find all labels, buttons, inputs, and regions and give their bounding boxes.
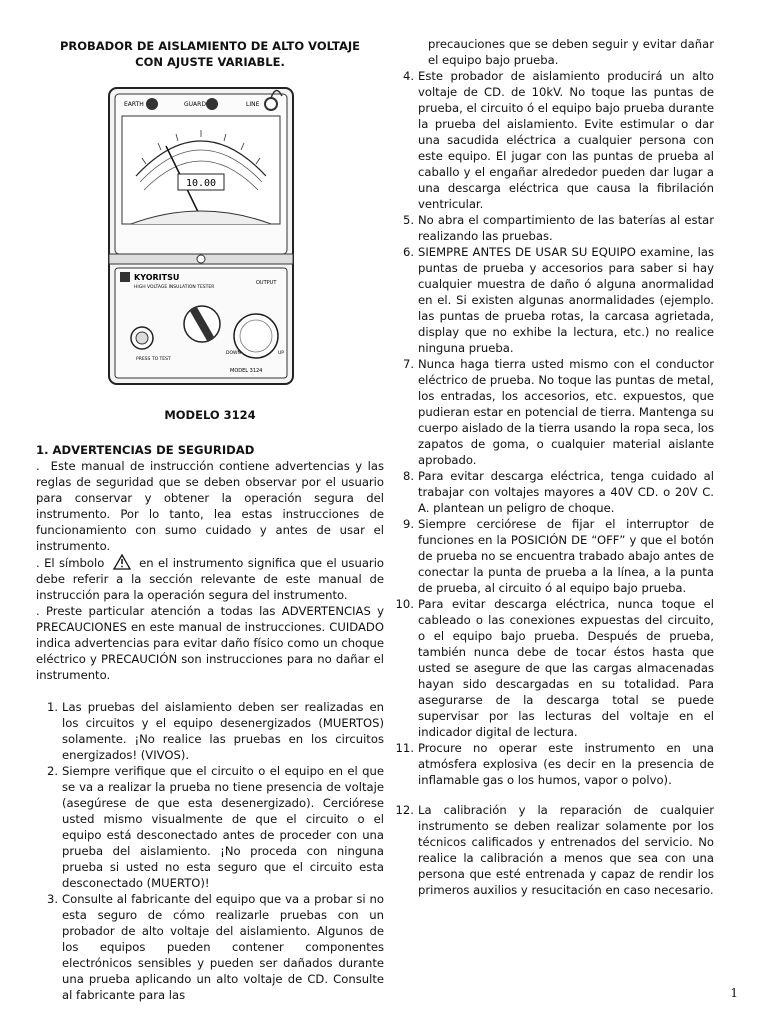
left-column xyxy=(36,38,384,1003)
line-terminal[interactable] xyxy=(265,98,277,110)
item-number: 12. xyxy=(395,803,414,817)
device-model-label: MODEL 3124 xyxy=(230,368,263,374)
item-text: Siempre verifique que el circuito o el equipo en el que se va a realizar la prueba no tiene presencia de voltaje (asegúrese de que esta desenergizado). Cerciórese usted mismo visualmente de que el circuito o el equipo está desconectado antes de proceder con una prueba del aislamiento. ¡No proceda con ninguna prueba si usted no esta seguro que el circuito esta desconectado (MUERTO)! xyxy=(62,764,384,890)
list-item xyxy=(392,244,714,356)
page-number: 1 xyxy=(730,986,738,1000)
attention-paragraph: . Preste particular atención a todas las ADVERTENCIAS y PRECAUCIONES en este manual de instrucciones. CUIDADO indica advertencias para evitar daño físico como un choque eléctrico y PRECAUCIÓN son instrucciones para no dañar el instrumento. xyxy=(36,604,384,682)
item-text: No abra el compartimiento de las baterías al estar realizando las pruebas. xyxy=(418,213,714,243)
item-number: 5. xyxy=(402,213,414,227)
item-number: 8. xyxy=(402,469,414,483)
list-item xyxy=(392,68,714,212)
list-item xyxy=(392,356,714,468)
item-number: 3. xyxy=(46,892,58,906)
item-number: 1. xyxy=(46,700,58,714)
list-item xyxy=(392,516,714,596)
item-number: 7. xyxy=(402,357,414,371)
section-heading: 1. ADVERTENCIAS DE SEGURIDAD xyxy=(36,443,255,457)
item-number: 6. xyxy=(402,245,414,259)
brand-label: KYORITSU xyxy=(134,273,180,282)
instrument-illustration xyxy=(106,86,296,386)
up-label: UP xyxy=(278,351,285,356)
item-text: Nunca haga tierra usted mismo con el conductor eléctrico de prueba. No toque las puntas de metal, los entradas, los accesorios, etc. expuestos, que pudieran estar en potencial de tierra. Mantenga su cuerpo aislado de la tierra usando la ropa seca, los zapatos de goma, o cualquier material aislante aprobado. xyxy=(418,357,714,467)
item-number: 11. xyxy=(395,741,414,755)
symbol-paragraph-post: en el instrumento significa que el usuario debe referir a la sección relevante de este manual de instrucción para la operación segura del instrumento. xyxy=(36,556,385,602)
symbol-paragraph xyxy=(36,554,384,603)
safety-list-right xyxy=(392,68,714,898)
warning-triangle-icon xyxy=(113,554,131,570)
item-text: Este probador de aislamiento producirá un alto voltaje de CD. de 10kV. No toque las puntas de prueba, el circuito ó el equipo bajo prueba durante la prueba del aislamiento. Evite estimular o dar una sacudida eléctrica a cualquier persona con este equipo. El jugar con las puntas de prueba al caballo y el engañar alrededor pueden dar lugar a una descarga eléctrica que causa la fibrilación ventricular. xyxy=(418,69,714,211)
item-text: SIEMPRE ANTES DE USAR SU EQUIPO examine, las puntas de prueba y accesorios para saber si hay cualquier muestra de daño ó alguna anormalidad en el. Si existen algunas anormalidades (ejemplo. las puntas de prueba rotas, la carcasa agrietada, display que no exhibe la lectura, etc.) no realice ninguna prueba. xyxy=(418,245,714,355)
guard-terminal[interactable] xyxy=(206,98,218,110)
item-text: Procure no operar este instrumento en una atmósfera explosiva (es decir en la presencia de inflamable gas o los humos, vapor o polvo). xyxy=(418,741,714,787)
safety-list-left xyxy=(36,699,384,1003)
guard-label: GUARD xyxy=(184,101,206,108)
item-text: Para evitar descarga eléctrica, nunca toque el cableado o las conexiones expuestas del circuito, o el equipo bajo prueba. Después de prueba, también nunca debe de tocar éstos hasta que usted se asegure de que las cargas almacenadas hayan sido descargadas en su totalidad. Para asegurarse de la descarga total se puede supervisar por las lecturas del voltaje en el indicador digital de lectura. xyxy=(418,597,714,739)
item-number: 2. xyxy=(46,764,58,778)
item-number: 9. xyxy=(402,517,414,531)
item-text: La calibración y la reparación de cualquier instrumento se deben realizar solamente por los técnicos calificados y entrenados del servicio. No realice la calibración a menos que sea con una persona que esté entrenada y capaz de rendir los primeros auxilios y resucitación en caso necesario. xyxy=(418,803,714,897)
item-text: Consulte al fabricante del equipo que va a probar si no esta seguro de cómo realizarle pruebas con un probador de alto voltaje del aislamiento. Algunos de los equipos pueden contener componentes electrónicos sensibles y pueden ser dañados durante una prueba aplicando un alto voltaje de CD. Consulte al fabricante para las xyxy=(62,892,384,1002)
item-number: 4. xyxy=(402,69,414,83)
list-item xyxy=(36,763,384,891)
right-column xyxy=(392,36,714,898)
item-number: 10. xyxy=(395,597,414,611)
list-item xyxy=(392,802,714,898)
list-item xyxy=(36,891,384,1003)
list-item xyxy=(392,468,714,516)
list-item xyxy=(392,596,714,740)
document-title: PROBADOR DE AISLAMIENTO DE ALTO VOLTAJE CON AJUSTE VARIABLE. xyxy=(59,39,361,69)
list-item xyxy=(392,740,714,788)
output-label: OUTPUT xyxy=(256,280,277,286)
model-caption: MODELO 3124 xyxy=(164,408,256,422)
device-subtitle: HIGH VOLTAGE INSULATION TESTER xyxy=(134,285,215,290)
display-value: 10.00 xyxy=(185,178,217,189)
earth-label: EARTH xyxy=(124,101,144,108)
list-item xyxy=(392,212,714,244)
intro-text: Este manual de instrucción contiene advertencias y las reglas de seguridad que se deben observar por el usuario para conservar y obtener la operación segura del instrumento. Por lo tanto, lea estas instrucciones de funcionamiento con sumo cuidado y antes de usar el instrumento. xyxy=(36,459,384,553)
item-text: Siempre cerciórese de fijar el interruptor de funciones en la POSICIÓN DE “OFF” y que el botón de prueba no se encuentra trabado abajo antes de conectar la punta de prueba a la línea, a la punta de prueba, al circuito ó al equipo bajo prueba. xyxy=(418,517,714,595)
kyoritsu-3124-drawing xyxy=(106,86,296,386)
intro-paragraph: . Este manual de instrucción contiene advertencias y las reglas de seguridad que se deben observar por el usuario para conservar y obtener la operación segura del instrumento. Por lo tanto, lea estas instrucciones de funcionamiento con sumo cuidado y antes de usar el instrumento. xyxy=(36,459,384,553)
item-text: Para evitar descarga eléctrica, tenga cuidado al trabajar con voltajes mayores a 40V CD. o 20V C. A. plantean un peligro de choque. xyxy=(418,469,714,515)
press-test-label: PRESS TO TEST xyxy=(136,357,171,362)
symbol-paragraph-pre: . El símbolo xyxy=(36,556,105,570)
list-item xyxy=(36,699,384,763)
continued-paragraph: precauciones que se deben seguir y evitar dañar el equipo bajo prueba. xyxy=(428,37,714,67)
earth-terminal[interactable] xyxy=(146,98,158,110)
line-label: LINE xyxy=(246,101,260,108)
down-label: DOWN xyxy=(226,351,241,356)
item-text: Las pruebas del aislamiento deben ser realizadas en los circuitos y el equipo desenergizados (MUERTOS) solamente. ¡No realice las pruebas en los circuitos energizados! (VIVOS). xyxy=(62,700,384,762)
